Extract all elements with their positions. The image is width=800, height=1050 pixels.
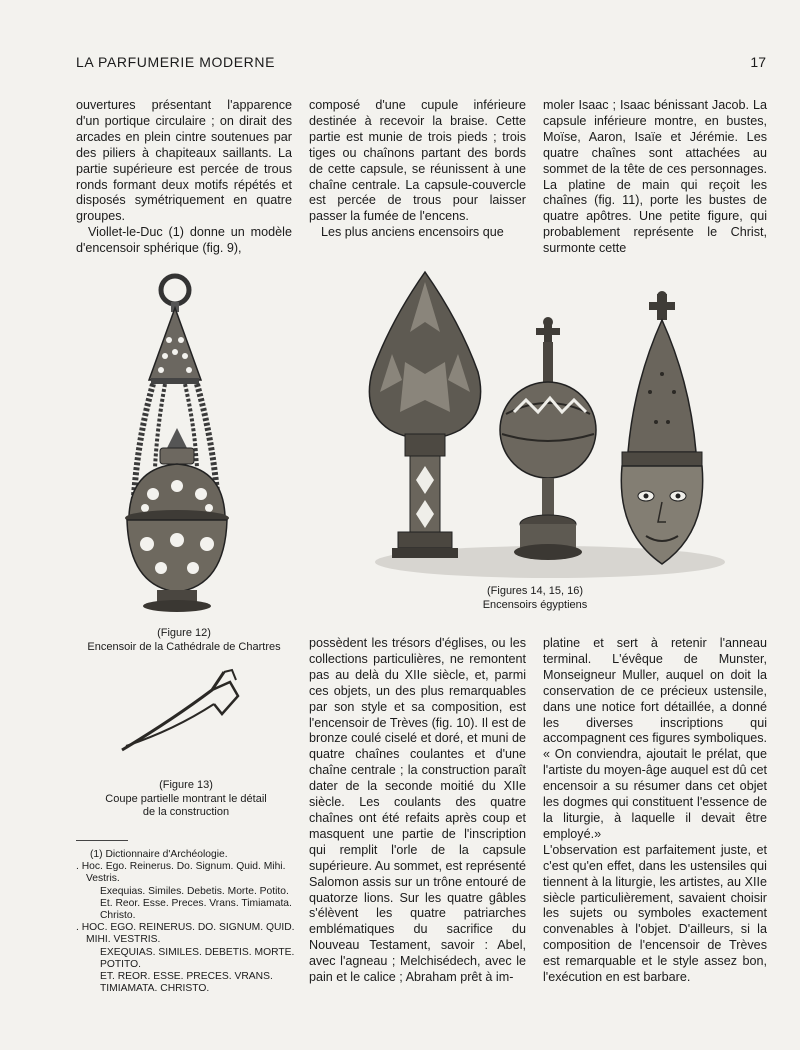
figure-12-label: (Figure 12)	[157, 627, 211, 639]
figure-13-line2: de la construction	[142, 806, 230, 818]
text-column-5	[543, 636, 767, 986]
page-number: 17	[750, 54, 766, 70]
footnote: . HOC. EGO. REINERUS. DO. SIGNUM. QUID. MIHI. VESTRIS.	[76, 922, 295, 946]
paragraph: ouvertures présentant l'apparence d'un portique circulaire ; on dirait des arcades en plein cintre soutenues par des piliers à chapiteaux saillants. La partie supérieure est percée de trous ronds formant deux motifs répétés et disposés symétriquement en quatre groupes.	[76, 98, 292, 224]
text-column-1	[76, 98, 292, 257]
footnote: Et. Reor. Esse. Preces. Vrans. Timiamata. Christo.	[100, 897, 292, 922]
censer-chartres-illustration	[105, 268, 255, 628]
footnote: (1) Dictionnaire d'Archéologie.	[90, 849, 228, 860]
footnote: Exequias. Similes. Debetis. Morte. Potito.	[100, 885, 289, 897]
paragraph: Les plus anciens encensoirs que	[321, 225, 504, 240]
figure-12-caption	[64, 627, 304, 654]
footnote: ET. REOR. ESSE. PRECES. VRANS. TIMIAMATA. CHRISTO.	[100, 971, 273, 995]
figures-14-16-label: (Figures 14, 15, 16)	[487, 585, 583, 597]
paragraph: composé d'une cupule inférieure destinée à recevoir la braise. Cette partie est munie de trois pieds ; trois tiges ou chaînons partant des bords de cette capsule, se réunissent à une chaîne centrale. La capsule-couvercle est percée de trous pour laisser passer la fumée de l'encens.	[309, 98, 526, 224]
paragraph: platine et sert à retenir l'anneau terminal. L'évêque de Munster, Monseigneur Muller, auquel on doit la conservation de ce précieux ustensile, dans une notice fort détaillée, a donné les diverses inscriptions qui accompagnent ces figures symboliques. « On conviendra, ajoutait le prélat, que l'artiste du moyen-âge auquel est dû cet encensoir a su résumer dans cet objet les dogmes qui constituent l'essence de la liturgie, à laquelle il devait être employé.»	[543, 636, 768, 841]
figure-13-line1: Coupe partielle montrant le détail	[105, 792, 267, 805]
figures-14-16-caption	[440, 585, 630, 612]
construction-detail-illustration	[112, 660, 252, 760]
paragraph: moler Isaac ; Isaac bénissant Jacob. La capsule inférieure montre, en bustes, Moïse, Aaron, Isaïe et Jérémie. Les quatre chaînes sont attachées au sommet de la tête de ces personnages. La platine de main qui reçoit les chaînes (fig. 11), porte les bustes de quatre apôtres. Une petite figure, qui probablement représente le Christ, surmonte cette	[543, 98, 767, 256]
egyptian-censers-illustration	[350, 262, 730, 587]
footnote: . Hoc. Ego. Reinerus. Do. Signum. Quid. Mihi. Vestris.	[76, 861, 286, 885]
footnotes	[76, 840, 296, 995]
text-column-4	[309, 636, 526, 986]
figures-14-16-title: Encensoirs égyptiens	[482, 598, 588, 611]
paragraph: L'observation est parfaitement juste, et c'est qu'en effet, dans les ustensiles qui tiennent à la liturgie, les artistes, au XIIe siècle particulièrement, savaient choisir les sujets ou symboles exactement convenables à l'objet. D'ailleurs, si la composition de l'encensoir de Trèves est remarquable et le style assez bon, l'exécution en est barbare.	[543, 842, 767, 985]
text-column-2	[309, 98, 526, 241]
paragraph: Viollet-le-Duc (1) donne un modèle d'encensoir sphérique (fig. 9),	[76, 225, 292, 256]
page-header	[76, 54, 766, 74]
text-column-3	[543, 98, 767, 257]
footnote-rule	[76, 840, 128, 841]
footnote: EXEQUIAS. SIMILES. DEBETIS. MORTE. POTITO.	[100, 946, 295, 970]
figure-13-caption	[66, 779, 306, 820]
running-title: LA PARFUMERIE MODERNE	[76, 54, 276, 70]
figure-12-title: Encensoir de la Cathédrale de Chartres	[87, 640, 281, 653]
paragraph: possèdent les trésors d'églises, ou les collections particulières, ne remontent pas au delà du XIIe siècle, et, parmi ces objets, un des plus remarquables par son style et sa composition, est l'encensoir de Trèves (fig. 10). Il est de bronze coulé ciselé et doré, et muni de quatre chaînes coulantes et d'une chaîne centrale ; la construction paraît dater de la seconde moitié du XIIe siècle. Les coulants des quatre chaînes ont été refaits après coup et masquent une partie de l'inscription qui remplit l'orle de la capsule supérieure. Au sommet, est représenté Salomon assis sur un trône entouré de quatorze lions. Sur les quatre gâbles s'élèvent les quatre patriarches emblématiques du sacrifice du Nouveau Testament, savoir : Abel, avec l'agneau ; Melchisédech, avec le pain et le calice ; Abraham prêt à im-	[309, 636, 527, 985]
figure-13-label: (Figure 13)	[159, 779, 213, 791]
